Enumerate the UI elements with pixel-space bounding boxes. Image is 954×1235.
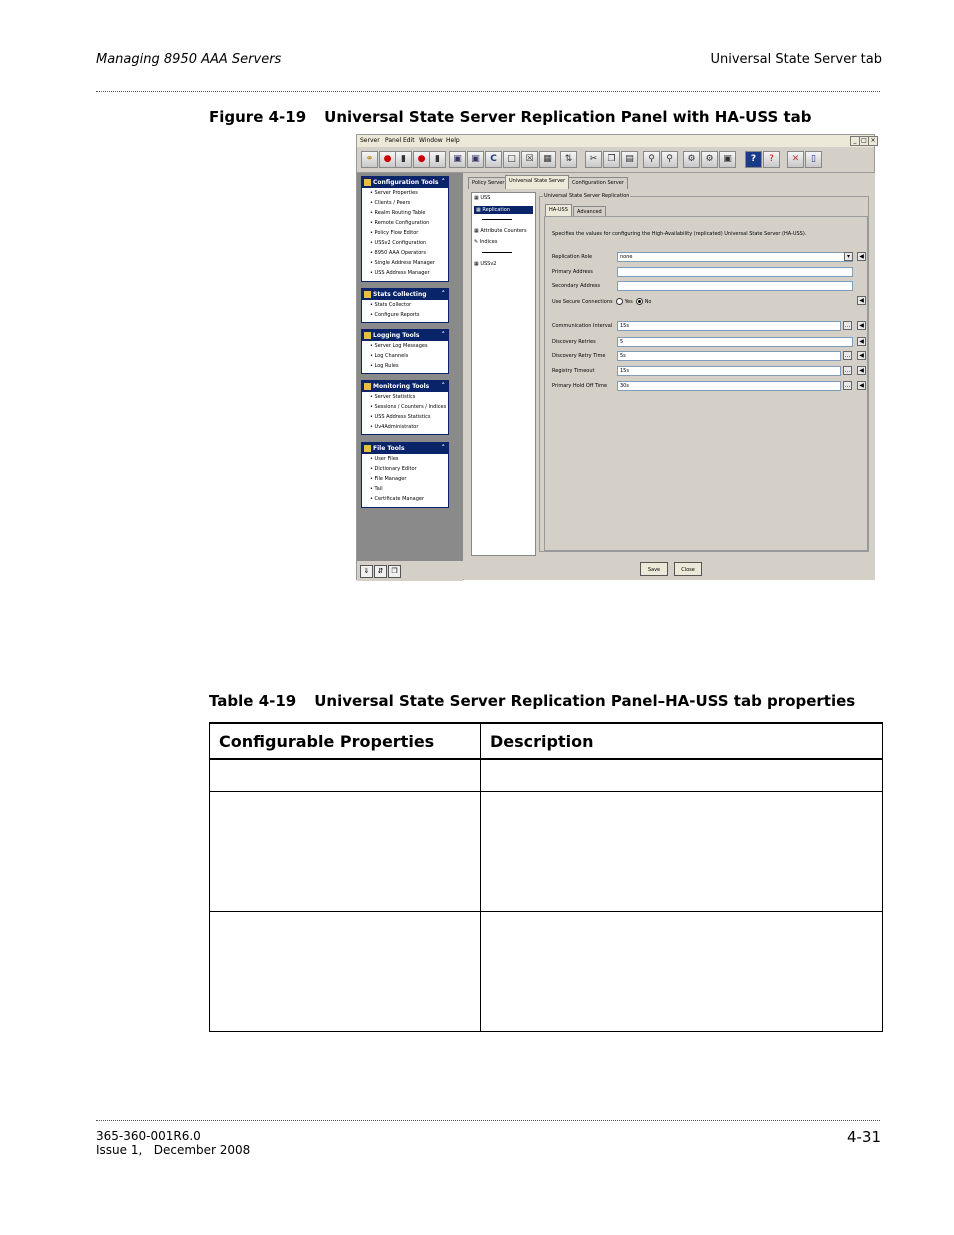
table-row	[210, 911, 883, 1031]
group-header[interactable]: File Tools ˄	[362, 443, 448, 454]
sidebar-item[interactable]: • USSv2 Configuration	[370, 240, 427, 246]
database-icon[interactable]: ▯	[805, 151, 822, 168]
primary-hold-off-label: Primary Hold Off Time	[552, 383, 608, 389]
tab-ha-uss[interactable]: HA-USS	[545, 204, 572, 217]
group-header[interactable]: Stats Collecting ˄	[362, 289, 448, 300]
table-row	[210, 759, 883, 791]
replication-role-label: Replication Role	[552, 254, 593, 260]
expand-icon[interactable]: ⇓	[360, 565, 373, 578]
section-title: Universal State Server Replication	[544, 193, 630, 199]
discovery-retries-input[interactable]: 5	[617, 337, 853, 347]
table-cell	[481, 791, 883, 911]
table-cell	[210, 911, 481, 1031]
table-header-row	[210, 723, 883, 759]
group-header[interactable]: Logging Tools ˄	[362, 330, 448, 341]
sidebar-bottom-bar	[357, 562, 463, 581]
tree-item-attribute-counters[interactable]: ▦ Attribute Counters	[474, 228, 527, 234]
stats-collecting-group	[361, 288, 449, 323]
paste-icon[interactable]: ▤	[621, 151, 638, 168]
table-cell	[481, 759, 883, 791]
sidebar-item[interactable]: • 8950 AAA Operators	[370, 250, 426, 256]
comm-interval-label: Communication Interval	[552, 323, 613, 329]
logging-icon	[364, 332, 371, 339]
close-window-button[interactable]: ×	[868, 136, 878, 146]
more-button[interactable]: …	[844, 352, 851, 359]
tree-item-replication[interactable]: ▦ Replication	[474, 206, 533, 214]
radio-no[interactable]	[636, 298, 643, 305]
more-button[interactable]: …	[844, 382, 851, 389]
figure-title: Universal State Server Replication Panel with HA-USS tab	[324, 108, 812, 126]
sidebar-item[interactable]: • USS Address Manager	[370, 270, 430, 276]
file-icon	[364, 445, 371, 452]
menu-panel[interactable]: Panel	[385, 137, 402, 144]
sidebar-item[interactable]: • Server Log Messages	[370, 343, 428, 349]
wizard-icon[interactable]: ✕	[787, 151, 804, 168]
table-caption	[209, 692, 855, 710]
menu-edit[interactable]: Edit	[403, 137, 415, 144]
sidebar-item[interactable]: • Dictionary Editor	[370, 466, 417, 472]
minimize-button[interactable]: _	[850, 136, 860, 146]
menu-bar	[357, 135, 874, 147]
main-pane	[464, 173, 875, 580]
file-tools-group	[361, 442, 449, 508]
sidebar-item[interactable]: • Policy Flow Editor	[370, 230, 419, 236]
tree-item-uss[interactable]: ▦ USS	[474, 195, 491, 201]
connect-icon[interactable]: ⚭	[361, 151, 378, 168]
sidebar-item[interactable]: • Log Rules	[370, 363, 399, 369]
footer-doc-id: 365-360-001R6.0	[96, 1129, 201, 1143]
settings-icon[interactable]: ⚙	[701, 151, 718, 168]
monitor-icon[interactable]: ▣	[719, 151, 736, 168]
header-section-title: Universal State Server tab	[710, 52, 882, 67]
figure-caption	[209, 108, 812, 126]
sidebar-item[interactable]: • Log Channels	[370, 353, 409, 359]
find-next-icon[interactable]: ⚲	[661, 151, 678, 168]
tree-divider	[482, 219, 512, 220]
sidebar-item[interactable]: • User Files	[370, 456, 399, 462]
stats-icon	[364, 291, 371, 298]
logging-tools-group	[361, 329, 449, 374]
more-button[interactable]: …	[844, 322, 851, 329]
tools-icon	[364, 179, 371, 186]
secure-connections-row	[552, 298, 652, 305]
header-divider	[96, 91, 880, 92]
collapse-icon[interactable]: ˄	[441, 290, 445, 298]
discovery-retry-time-input[interactable]: 5s	[617, 351, 841, 361]
primary-address-input[interactable]	[617, 267, 853, 277]
restore-icon[interactable]: ❐	[388, 565, 401, 578]
copy-icon[interactable]: ❐	[603, 151, 620, 168]
replication-panel	[539, 192, 872, 554]
tab-configuration-server[interactable]: Configuration Server	[568, 177, 628, 189]
save-all-icon[interactable]: ▣	[467, 151, 484, 168]
save-icon[interactable]: ▣	[449, 151, 466, 168]
monitoring-icon	[364, 383, 371, 390]
app-screenshot	[356, 134, 875, 580]
comm-interval-input[interactable]: 15s	[617, 321, 841, 331]
tab-universal-state-server[interactable]: Universal State Server	[505, 175, 569, 189]
reset-arrow-icon[interactable]: ◀	[857, 366, 866, 375]
radio-no-label: No	[644, 299, 652, 305]
secondary-address-label: Secondary Address	[552, 283, 600, 289]
more-button[interactable]: …	[844, 367, 851, 374]
registry-timeout-input[interactable]: 15s	[617, 366, 841, 376]
footer-issue: Issue 1, December 2008	[96, 1143, 251, 1157]
primary-address-label: Primary Address	[552, 269, 593, 275]
context-help-icon[interactable]: ?	[763, 151, 780, 168]
reset-arrow-icon[interactable]: ◀	[857, 252, 866, 261]
cut-icon[interactable]: ✂	[585, 151, 602, 168]
secondary-address-input[interactable]	[617, 281, 853, 291]
sidebar-item[interactable]: • Server Properties	[370, 190, 418, 196]
menu-window[interactable]: Window	[419, 137, 443, 144]
sidebar-item[interactable]: • USS Address Statistics	[370, 414, 431, 420]
collapse-icon[interactable]: ˄	[441, 331, 445, 339]
monitoring-tools-group	[361, 380, 449, 435]
discovery-retry-time-label: Discovery Retry Time	[552, 353, 606, 359]
tab-advanced[interactable]: Advanced	[573, 206, 606, 217]
menu-help[interactable]: Help	[446, 137, 460, 144]
table-cell	[210, 791, 481, 911]
toolbar	[357, 148, 874, 173]
sidebar-item[interactable]: • Uv4Administrator	[370, 424, 419, 430]
group-header[interactable]: Configuration Tools ˄	[362, 177, 448, 188]
radio-yes[interactable]	[616, 298, 623, 305]
ha-uss-tab-content	[544, 216, 868, 551]
secure-connections-label: Use Secure Connections	[552, 299, 613, 305]
table-title: Universal State Server Replication Panel–HA-USS tab properties	[314, 692, 856, 710]
sidebar-item[interactable]: • Remote Configuration	[370, 220, 430, 226]
footer-divider	[96, 1120, 880, 1121]
sidebar-item[interactable]: • File Manager	[370, 476, 407, 482]
reset-arrow-icon[interactable]: ◀	[857, 337, 866, 346]
server-icon[interactable]: ▮	[395, 151, 412, 168]
stop-red-icon-2[interactable]: ●	[413, 151, 430, 168]
maximize-button[interactable]: □	[859, 136, 869, 146]
sidebar-item[interactable]: • Tail	[370, 486, 383, 492]
new-window-icon[interactable]: □	[503, 151, 520, 168]
sidebar-item[interactable]: • Sessions / Counters / Indices	[370, 404, 447, 410]
close-button[interactable]: Close	[674, 562, 702, 576]
replication-role-select[interactable]: none	[617, 252, 853, 262]
menu-server[interactable]: Server	[360, 137, 380, 144]
page-number: 4-31	[846, 1128, 881, 1146]
reset-arrow-icon[interactable]: ◀	[857, 321, 866, 330]
delete-window-icon[interactable]: ☒	[521, 151, 538, 168]
table-cell	[481, 911, 883, 1031]
tab-policy-server[interactable]: Policy Server	[468, 177, 508, 189]
help-icon[interactable]: ?	[745, 151, 762, 168]
footer-left	[96, 1129, 250, 1157]
panel-description: Specifies the values for configuring the High-Availability (replicated) Universal State Server (HA-USS).	[552, 231, 807, 237]
header-doc-title: Managing 8950 AAA Servers	[96, 52, 282, 67]
radio-yes-label: Yes	[624, 299, 633, 305]
table-row	[210, 791, 883, 911]
stop-red-icon[interactable]: ●	[379, 151, 396, 168]
collapse-icon[interactable]: ˄	[441, 382, 445, 390]
table-number: Table 4-19	[209, 692, 297, 710]
reset-arrow-icon[interactable]: ◀	[857, 351, 866, 360]
sidebar-item[interactable]: • Stats Collector	[370, 302, 412, 308]
configuration-tools-group	[361, 176, 449, 282]
sidebar-item[interactable]: • Single Address Manager	[370, 260, 435, 266]
column-header-properties: Configurable Properties	[210, 723, 481, 759]
group-header[interactable]: Monitoring Tools ˄	[362, 381, 448, 392]
discovery-retries-label: Discovery Retries	[552, 339, 596, 345]
column-header-description: Description	[481, 723, 883, 759]
sidebar-item[interactable]: • Realm Routing Table	[370, 210, 426, 216]
table-cell	[210, 759, 481, 791]
collapse-icon[interactable]: ˄	[441, 178, 445, 186]
sidebar-item[interactable]: • Configure Reports	[370, 312, 420, 318]
reset-arrow-icon[interactable]: ◀	[857, 381, 866, 390]
edit-panel-icon[interactable]: ▦	[539, 151, 556, 168]
primary-hold-off-input[interactable]: 30s	[617, 381, 841, 391]
tools-sidebar	[357, 173, 463, 561]
navigation-tree	[471, 192, 536, 556]
replication-fieldset	[539, 193, 869, 552]
reset-arrow-icon[interactable]: ◀	[857, 296, 866, 305]
save-button[interactable]: Save	[640, 562, 668, 576]
server-icon-2[interactable]: ▮	[429, 151, 446, 168]
figure-number: Figure 4-19	[209, 108, 307, 126]
split-icon[interactable]: ⇵	[374, 565, 387, 578]
sync-icon[interactable]: ⇅	[560, 151, 577, 168]
chevron-down-icon[interactable]: ▾	[844, 252, 853, 261]
collapse-icon[interactable]: ˄	[441, 444, 445, 452]
properties-table	[209, 722, 883, 1032]
sidebar-item[interactable]: • Certificate Manager	[370, 496, 425, 502]
registry-timeout-label: Registry Timeout	[552, 368, 595, 374]
tree-divider	[482, 252, 512, 253]
tools-icon[interactable]: ⚙	[683, 151, 700, 168]
find-icon[interactable]: ⚲	[643, 151, 660, 168]
sidebar-item[interactable]: • Clients / Peers	[370, 200, 411, 206]
refresh-icon[interactable]: C	[485, 151, 502, 168]
tree-item-ussv2[interactable]: ▦ USSv2	[474, 261, 497, 267]
tree-item-indices[interactable]: ✎ Indices	[474, 239, 498, 245]
sidebar-item[interactable]: • Server Statistics	[370, 394, 416, 400]
